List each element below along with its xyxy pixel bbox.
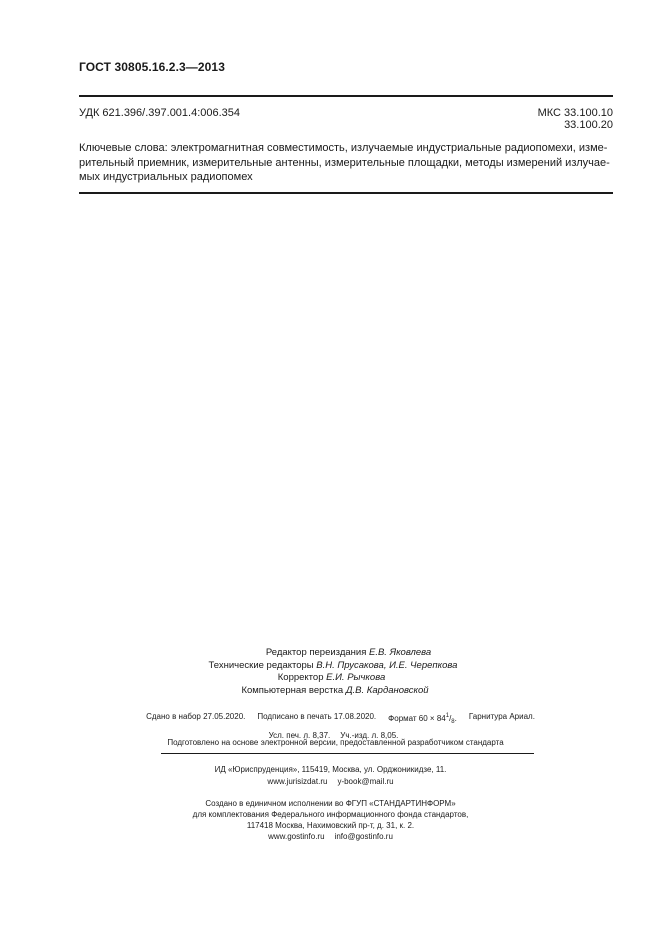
credit-editor — [36, 647, 661, 660]
producer-email-link[interactable]: info@gostinfo.ru — [334, 832, 393, 841]
imprint-submitted: Сдано в набор 27.05.2020. — [146, 712, 246, 721]
credit-layout — [9, 685, 661, 698]
producer-line-2: для комплектования Федерального информационного фонда стандартов, — [192, 810, 469, 819]
publisher-contacts — [0, 776, 661, 788]
keywords-line-1: Ключевые слова: электромагнитная совместимость, излучаемые индустриальные радиопомехи, изме- — [79, 142, 608, 154]
imprint-basis: Подготовлено на основе электронной версии, предоставленной разработчиком стандарта — [167, 738, 504, 747]
credit-tech-names: В.Н. Прусакова, И.Е. Черепкова — [316, 659, 458, 671]
credit-tech-editors — [5, 660, 661, 673]
imprint-row-1 — [0, 710, 661, 729]
credit-corrector — [2, 672, 661, 685]
header-rule — [79, 95, 613, 97]
imprint-font: Гарнитура Ариал. — [468, 712, 535, 721]
credit-corrector-name: Е.И. Рычкова — [326, 672, 386, 683]
producer-contacts — [0, 831, 661, 842]
mks-code-2: 33.100.20 — [564, 119, 613, 131]
imprint-signed: Подписано в печать 17.08.2020. — [257, 712, 377, 721]
keywords-paragraph — [79, 141, 613, 185]
credit-corrector-label: Корректор — [277, 672, 324, 683]
publisher-email-link[interactable]: y-book@mail.ru — [337, 777, 394, 786]
standard-code: ГОСТ 30805.16.2.3—2013 — [79, 60, 225, 74]
producer-line-1: Создано в единичном исполнении во ФГУП «СТАНДАРТИНФОРМ» — [205, 799, 456, 808]
publisher-site-link[interactable]: www.jurisizdat.ru — [267, 777, 328, 786]
keywords-line-3: мых индустриальных радиопомех — [79, 171, 253, 183]
imprint-format: Формат $60 \times 84^1/_8$. — [388, 713, 457, 725]
imprint-print-sheets: Усл. печ. л. 8,37. — [268, 731, 331, 740]
credit-editor-name: Е.В. Яковлева — [369, 647, 432, 658]
producer-block — [0, 798, 661, 842]
mks-code-1: МКС 33.100.10 — [537, 107, 613, 119]
credit-editor-label: Редактор переиздания — [265, 647, 367, 658]
producer-site-link[interactable]: www.gostinfo.ru — [268, 832, 325, 841]
publisher-block — [0, 764, 661, 788]
credit-layout-label: Компьютерная верстка — [241, 684, 344, 696]
credit-tech-label: Технические редакторы — [208, 659, 314, 671]
keywords-line-2: рительный приемник, измерительные антенны, измерительные площадки, методы измерений излучае- — [79, 156, 610, 169]
mks-codes — [538, 107, 613, 131]
publisher-address: ИД «Юриспруденция», 115419, Москва, ул. Орджоникидзе, 11. — [214, 765, 447, 774]
imprint-publ-sheets: Уч.-изд. л. 8,05. — [340, 731, 399, 740]
imprint-rule — [161, 753, 534, 754]
keywords-rule — [79, 192, 613, 194]
credits-block — [0, 647, 661, 697]
udc-code: УДК 621.396/.397.001.4:006.354 — [79, 107, 241, 119]
credit-layout-name: Д.В. Кардановской — [345, 684, 429, 696]
producer-line-3: 117418 Москва, Нахимовский пр-т, д. 31, к. 2. — [246, 821, 415, 830]
